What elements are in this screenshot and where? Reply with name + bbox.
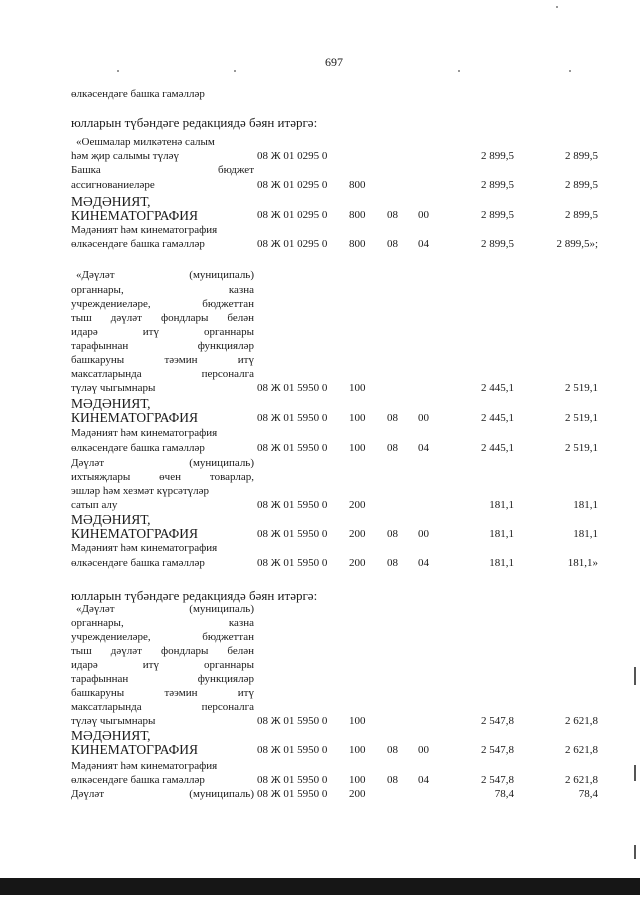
row-label-line — [71, 341, 254, 352]
row-value-year2: 181,1 — [573, 528, 598, 540]
row-value-year2: 2 621,8 — [565, 715, 598, 727]
row-label-line: сатып алу — [71, 499, 118, 511]
row-subsection: 00 — [418, 209, 429, 221]
row-code: 08 Ж 01 5950 0 — [257, 412, 328, 424]
label-word: персоналга — [201, 701, 254, 713]
row-label-line: КИНЕМАТОГРАФИЯ — [71, 208, 199, 223]
row-label-line — [71, 604, 254, 615]
row-label-line — [71, 299, 254, 310]
row-value-year2: 2 621,8 — [565, 744, 598, 756]
row-value-year1: 2 547,8 — [481, 774, 514, 786]
scan-edge-mark — [634, 845, 636, 859]
row-code: 08 Ж 01 0295 0 — [257, 209, 328, 221]
row-label-line — [71, 618, 254, 629]
label-word: фондлары — [160, 645, 209, 657]
label-word: тәэмин — [164, 354, 198, 366]
row-value-year1: 181,1 — [489, 557, 514, 569]
row-label-line: өлкәсендәге башка гамәлләр — [71, 557, 205, 569]
row-label-line — [71, 789, 254, 800]
row-code: 08 Ж 01 0295 0 — [257, 150, 328, 162]
row-value-year1: 78,4 — [494, 788, 514, 800]
row-value-year1: 2 445,1 — [481, 442, 514, 454]
label-word: «Дәүләт — [76, 603, 115, 615]
row-label-line: ассигнованиеләре — [71, 179, 155, 191]
row-subsection: 00 — [418, 528, 429, 540]
row-label-line — [71, 327, 254, 338]
label-word: товарлар, — [209, 471, 254, 483]
row-section: 08 — [387, 442, 398, 454]
row-code: 08 Ж 01 0295 0 — [257, 238, 328, 250]
label-word: органнары — [204, 326, 254, 338]
row-value-year2: 2 519,1 — [565, 382, 598, 394]
label-word: башкаруны — [71, 687, 125, 699]
label-word: белән — [227, 312, 254, 324]
row-code: 08 Ж 01 5950 0 — [257, 774, 328, 786]
row-label-line: Мәдәният һәм кинематография — [71, 224, 218, 236]
label-word: дәүләт — [110, 645, 142, 657]
label-word: итү — [237, 354, 254, 366]
row-value-year2: 2 899,5 — [565, 179, 598, 191]
row-value-year1: 2 899,5 — [481, 150, 514, 162]
row-label-line: өлкәсендәге башка гамәлләр — [71, 238, 205, 250]
row-label-line: түләү чыгымнары — [71, 715, 156, 727]
row-value-year2: 181,1 — [573, 499, 598, 511]
label-word: итү — [237, 687, 254, 699]
row-vr: 200 — [349, 499, 366, 511]
row-label-line: МӘДӘНИЯТ, — [71, 512, 151, 527]
row-value-year1: 2 899,5 — [481, 179, 514, 191]
row-label-line — [71, 660, 254, 671]
row-value-year2: 2 899,5 — [565, 209, 598, 221]
row-code: 08 Ж 01 5950 0 — [257, 499, 328, 511]
label-word: органнары, — [71, 617, 124, 629]
label-word: бюджет — [218, 164, 254, 176]
row-label-line — [71, 165, 254, 176]
section-heading: юлларын түбәндәге редакциядә бәян итәргә: — [71, 115, 318, 130]
label-word: функцияләр — [197, 673, 254, 685]
row-value-year2: 2 899,5»; — [556, 238, 598, 250]
row-label-line: эшләр һәм хезмәт күрсәтүләр — [71, 485, 210, 497]
label-word: органнары, — [71, 284, 124, 296]
row-label-line: өлкәсендәге башка гамәлләр — [71, 442, 205, 454]
page-number: 697 — [325, 55, 343, 69]
label-word: максатларында — [71, 701, 142, 713]
row-label-line: Мәдәният һәм кинематография — [71, 542, 218, 554]
row-label-line: МӘДӘНИЯТ, — [71, 728, 151, 743]
row-section: 08 — [387, 557, 398, 569]
row-label-line: Мәдәният һәм кинематография — [71, 760, 218, 772]
row-code: 08 Ж 01 5950 0 — [257, 442, 328, 454]
row-subsection: 00 — [418, 412, 429, 424]
row-section: 08 — [387, 744, 398, 756]
row-value-year1: 2 445,1 — [481, 382, 514, 394]
row-label-line — [71, 472, 254, 483]
row-label-line — [71, 270, 254, 281]
label-word: казна — [228, 617, 254, 629]
label-word: тыш — [71, 312, 92, 324]
row-vr: 800 — [349, 238, 366, 250]
row-vr: 100 — [349, 382, 366, 394]
row-label-line — [71, 688, 254, 699]
label-word: ихтыяҗлары — [71, 471, 131, 483]
row-vr: 100 — [349, 442, 366, 454]
row-vr: 200 — [349, 788, 366, 800]
label-word: (муниципаль) — [189, 457, 254, 469]
row-label-line — [71, 458, 254, 469]
label-word: итү — [142, 326, 159, 338]
row-label-line — [71, 369, 254, 380]
scan-speck — [117, 70, 119, 72]
scan-speck — [556, 6, 558, 8]
row-code: 08 Ж 01 5950 0 — [257, 715, 328, 727]
row-label-line: түләү чыгымнары — [71, 382, 156, 394]
row-label-line: МӘДӘНИЯТ, — [71, 396, 151, 411]
row-vr: 200 — [349, 528, 366, 540]
row-vr: 800 — [349, 179, 366, 191]
row-subsection: 04 — [418, 774, 429, 786]
continuation-line: өлкәсендәге башка гамәлләр — [71, 88, 205, 100]
row-value-year1: 2 445,1 — [481, 412, 514, 424]
label-word: идарә — [71, 659, 98, 671]
row-label-line: «Оешмалар милкәтенә салым — [76, 136, 215, 148]
label-word: тәэмин — [164, 687, 198, 699]
row-vr: 100 — [349, 412, 366, 424]
row-value-year2: 181,1» — [567, 557, 598, 569]
scan-speck — [458, 70, 460, 72]
row-label-line — [71, 285, 254, 296]
label-word: казна — [228, 284, 254, 296]
label-word: (муниципаль) — [189, 269, 254, 281]
row-label-line: КИНЕМАТОГРАФИЯ — [71, 742, 199, 757]
row-section: 08 — [387, 412, 398, 424]
row-label-line: өлкәсендәге башка гамәлләр — [71, 774, 205, 786]
row-label-line — [71, 646, 254, 657]
row-label-line — [71, 313, 254, 324]
label-word: функцияләр — [197, 340, 254, 352]
row-section: 08 — [387, 774, 398, 786]
row-vr: 200 — [349, 557, 366, 569]
scan-edge-mark — [634, 667, 636, 685]
label-word: максатларында — [71, 368, 142, 380]
section-heading: юлларын түбәндәге редакциядә бәян итәргә: — [71, 588, 318, 603]
row-vr: 800 — [349, 209, 366, 221]
row-subsection: 04 — [418, 557, 429, 569]
label-word: Дәүләт — [71, 788, 105, 800]
label-word: тарафыннан — [71, 673, 129, 685]
row-section: 08 — [387, 209, 398, 221]
label-word: тыш — [71, 645, 92, 657]
label-word: бюджеттан — [202, 631, 254, 643]
row-vr: 100 — [349, 774, 366, 786]
row-value-year2: 78,4 — [578, 788, 598, 800]
row-subsection: 04 — [418, 238, 429, 250]
label-word: тарафыннан — [71, 340, 129, 352]
row-subsection: 04 — [418, 442, 429, 454]
row-label-line — [71, 632, 254, 643]
row-label-line: һәм җир салымы түләү — [71, 150, 179, 162]
label-word: (муниципаль) — [189, 603, 254, 615]
label-word: фондлары — [160, 312, 209, 324]
row-value-year1: 2 547,8 — [481, 715, 514, 727]
label-word: идарә — [71, 326, 98, 338]
row-label-line: КИНЕМАТОГРАФИЯ — [71, 410, 199, 425]
row-label-line — [71, 355, 254, 366]
row-code: 08 Ж 01 5950 0 — [257, 788, 328, 800]
label-word: «Дәүләт — [76, 269, 115, 281]
label-word: учреждениеләре, — [71, 631, 151, 643]
scan-bottom-edge — [0, 878, 640, 895]
scan-speck — [234, 70, 236, 72]
row-section: 08 — [387, 528, 398, 540]
label-word: учреждениеләре, — [71, 298, 151, 310]
row-label-line — [71, 702, 254, 713]
row-code: 08 Ж 01 5950 0 — [257, 382, 328, 394]
row-subsection: 00 — [418, 744, 429, 756]
label-word: дәүләт — [110, 312, 142, 324]
row-label-line: КИНЕМАТОГРАФИЯ — [71, 526, 199, 541]
label-word: итү — [142, 659, 159, 671]
row-value-year1: 2 899,5 — [481, 238, 514, 250]
row-code: 08 Ж 01 0295 0 — [257, 179, 328, 191]
label-word: белән — [227, 645, 254, 657]
row-value-year2: 2 519,1 — [565, 412, 598, 424]
row-label-line — [71, 674, 254, 685]
row-value-year1: 181,1 — [489, 499, 514, 511]
row-value-year2: 2 519,1 — [565, 442, 598, 454]
row-label-line: МӘДӘНИЯТ, — [71, 194, 151, 209]
row-value-year2: 2 899,5 — [565, 150, 598, 162]
row-label-line: Мәдәният һәм кинематография — [71, 427, 218, 439]
label-word: (муниципаль) — [189, 788, 254, 800]
row-value-year1: 2 899,5 — [481, 209, 514, 221]
row-section: 08 — [387, 238, 398, 250]
row-value-year2: 2 621,8 — [565, 774, 598, 786]
label-word: бюджеттан — [202, 298, 254, 310]
label-word: башкаруны — [71, 354, 125, 366]
label-word: Дәүләт — [71, 457, 105, 469]
row-vr: 100 — [349, 744, 366, 756]
label-word: органнары — [204, 659, 254, 671]
scan-speck — [569, 70, 571, 72]
row-code: 08 Ж 01 5950 0 — [257, 557, 328, 569]
row-vr: 100 — [349, 715, 366, 727]
row-code: 08 Ж 01 5950 0 — [257, 528, 328, 540]
row-value-year1: 2 547,8 — [481, 744, 514, 756]
row-code: 08 Ж 01 5950 0 — [257, 744, 328, 756]
scan-edge-mark — [634, 765, 636, 781]
label-word: Башка — [71, 164, 101, 176]
label-word: өчен — [159, 471, 181, 483]
label-word: персоналга — [201, 368, 254, 380]
row-value-year1: 181,1 — [489, 528, 514, 540]
